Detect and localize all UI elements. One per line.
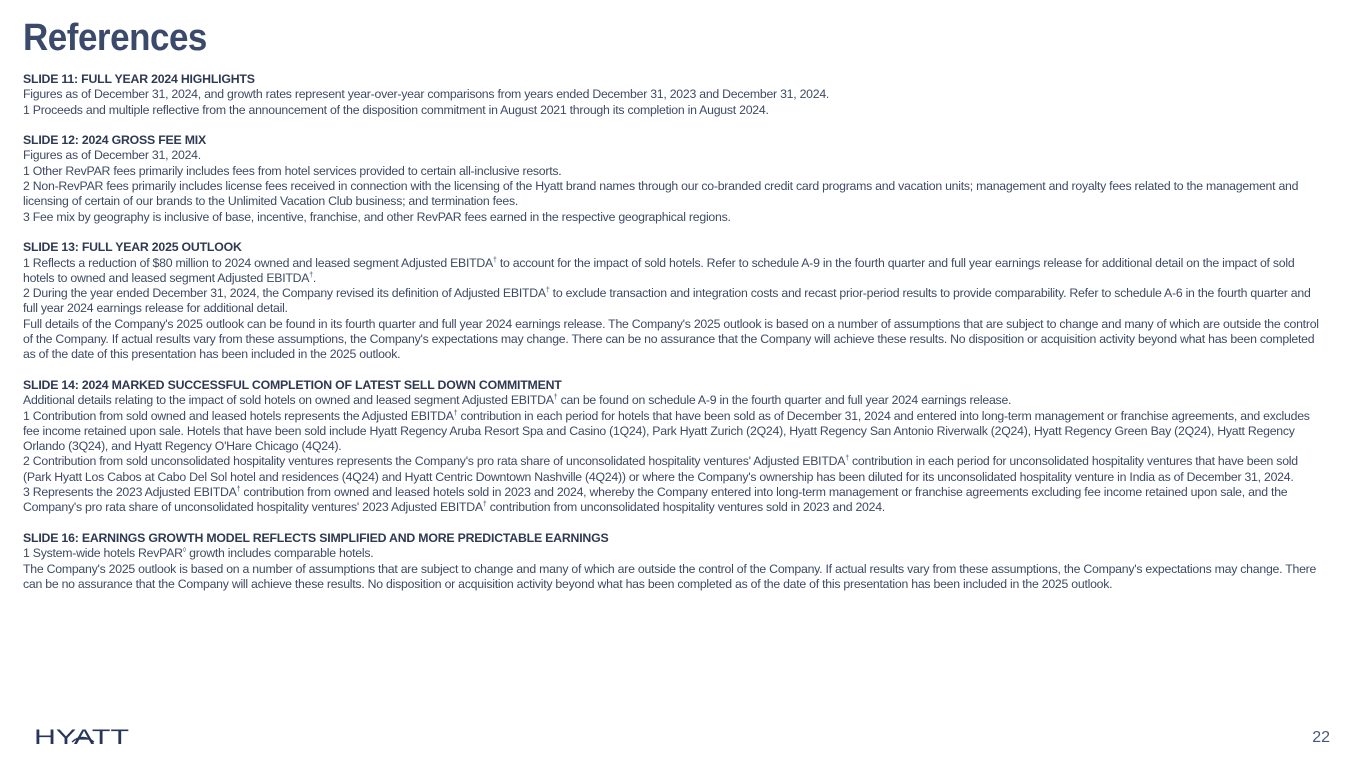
section-slide-16	[23, 531, 1323, 592]
page-number: 22	[1312, 729, 1330, 746]
section-slide-12	[23, 133, 1323, 225]
footnote: 1 Proceeds and multiple reflective from the announcement of the disposition commitment in August 2021 through its completion in August 2024.	[23, 102, 769, 117]
text-run: can be found on schedule A-9 in the fourth quarter and full year 2024 earnings release.	[557, 393, 1012, 408]
footnote	[23, 485, 1323, 516]
hyatt-logo-text: HYATT	[34, 726, 130, 749]
section-heading: SLIDE 12: 2024 GROSS FEE MIX	[23, 133, 207, 148]
text-run: contribution from unconsolidated hospitality ventures sold in 2023 and 2024.	[486, 500, 885, 515]
dagger-mark: †	[453, 409, 458, 417]
footnote	[23, 546, 1323, 561]
paragraph: Figures as of December 31, 2024, and growth rates represent year-over-year comparisons from years ended December 31, 2023 and December 31, 2024.	[23, 87, 830, 102]
page-title: References	[23, 17, 207, 59]
text-run: 1 System-wide hotels RevPAR	[23, 546, 183, 561]
text-run: 2 Contribution from sold unconsolidated hospitality ventures represents the Company's pro rata share of unconsolidated hospitality ventures' Adjusted EBITDA	[23, 454, 846, 469]
text-run: 1 Contribution from sold owned and leased hotels represents the Adjusted EBITDA	[23, 408, 454, 423]
circle-mark: ◊	[182, 547, 186, 555]
text-run: growth includes comparable hotels.	[186, 546, 374, 561]
footnote: 2 Non-RevPAR fees primarily includes license fees received in connection with the licensing of the Hyatt brand names through our co-branded credit card programs and vacation units; management and royalty fees related to the management and licensing of certain of our brands to the Unlimited Vacation Club business; and termination fees.	[23, 179, 1299, 209]
text-run: .	[312, 270, 317, 285]
text-run: contribution from owned and leased hotels sold in 2023 and 2024, whereby the Company entered into long-term management or franchise agreements excluding fee income retained upon sale, and the Company's pro rata share of unconsolidated hospitality ventures' 2023 Adjusted EBITDA	[23, 485, 1288, 515]
text-run: 3 Represents the 2023 Adjusted EBITDA	[23, 485, 237, 500]
footnote: 1 Other RevPAR fees primarily includes fees from hotel services provided to certain all-inclusive resorts.	[23, 163, 562, 178]
section-slide-11	[23, 72, 1323, 118]
section-slide-13	[23, 240, 1323, 362]
dagger-mark: †	[236, 486, 241, 494]
paragraph	[23, 393, 1323, 408]
section-heading: SLIDE 13: FULL YEAR 2025 OUTLOOK	[23, 240, 242, 255]
paragraph: The Company's 2025 outlook is based on a number of assumptions that are subject to change and many of which are outside the control of the Company. If actual results vary from these assumptions, the Company's expectations may change. There can be no assurance that the Company will achieve these results. No disposition or acquisition activity beyond what has been completed as of the date of this presentation has been included in the 2025 outlook.	[23, 561, 1317, 591]
dagger-mark: †	[545, 287, 550, 295]
section-heading: SLIDE 14: 2024 MARKED SUCCESSFUL COMPLETION OF LATEST SELL DOWN COMMITMENT	[23, 377, 562, 392]
text-run: 2 During the year ended December 31, 2024, the Company revised its definition of Adjusted EBITDA	[23, 286, 546, 301]
text-run: to exclude transaction and integration costs and recast prior-period results to provide comparability. Refer to schedule A-6 in the fourth quarter and full year 2024 earnings release for additional detail.	[23, 286, 1311, 316]
dagger-mark: †	[553, 394, 558, 402]
paragraph: Full details of the Company's 2025 outlook can be found in its fourth quarter and full year 2024 earnings release. The Company's 2025 outlook is based on a number of assumptions that are subject to change and many of which are outside the control of the Company. If actual results vary from these assumptions, the Company's expectations may change. There can be no assurance that the Company will achieve these results. No disposition or acquisition activity beyond what has been completed as of the date of this presentation has been included in the 2025 outlook.	[23, 316, 1319, 362]
hyatt-logo	[34, 722, 130, 752]
footnote	[23, 286, 1323, 317]
footnote: 3 Fee mix by geography is inclusive of base, incentive, franchise, and other RevPAR fees earned in the respective geographical regions.	[23, 209, 731, 224]
references-content	[23, 72, 1323, 607]
footnote	[23, 454, 1323, 485]
text-run: contribution in each period for unconsolidated hospitality ventures that have been sold (Park Hyatt Los Cabos at Cabo Del Sol hotel and residences (4Q24) and Hyatt Centric Downtown Nashville (4Q24)) or where the Company's ownership has been diluted for its unconsolidated hospitality venture in India as of December 31, 2024.	[23, 454, 1298, 484]
dagger-mark: †	[482, 501, 487, 509]
text-run: Additional details relating to the impact of sold hotels on owned and leased segment Adjusted EBITDA	[23, 393, 554, 408]
section-heading: SLIDE 16: EARNINGS GROWTH MODEL REFLECTS SIMPLIFIED AND MORE PREDICTABLE EARNINGS	[23, 530, 609, 545]
footnote	[23, 256, 1323, 287]
dagger-mark: †	[493, 256, 497, 264]
text-run: contribution in each period for hotels that have been sold as of December 31, 2024 and entered into long-term management or franchise agreements, and excludes fee income retained upon sale. Hotels that have been sold include Hyatt Regency Aruba Resort Spa and Casino (1Q24), Park Hyatt Zurich (2Q24), Hyatt Regency San Antonio Riverwalk (2Q24), Hyatt Regency Green Bay (2Q24), Hyatt Regency Orlando (3Q24), and Hyatt Regency O'Hare Chicago (4Q24).	[23, 408, 1310, 454]
section-slide-14	[23, 378, 1323, 516]
dagger-mark: †	[845, 455, 849, 463]
text-run: to account for the impact of sold hotels. Refer to schedule A-9 in the fourth quarter and full year earnings release for additional detail on the impact of sold hotels to owned and leased segment Adjusted EBITDA	[23, 255, 1295, 285]
text-run: 1 Reflects a reduction of $80 million to 2024 owned and leased segment Adjusted EBITDA	[23, 255, 493, 270]
paragraph: Figures as of December 31, 2024.	[23, 148, 201, 163]
section-heading: SLIDE 11: FULL YEAR 2024 HIGHLIGHTS	[23, 72, 255, 86]
footnote	[23, 409, 1323, 455]
dagger-mark: †	[309, 271, 313, 279]
